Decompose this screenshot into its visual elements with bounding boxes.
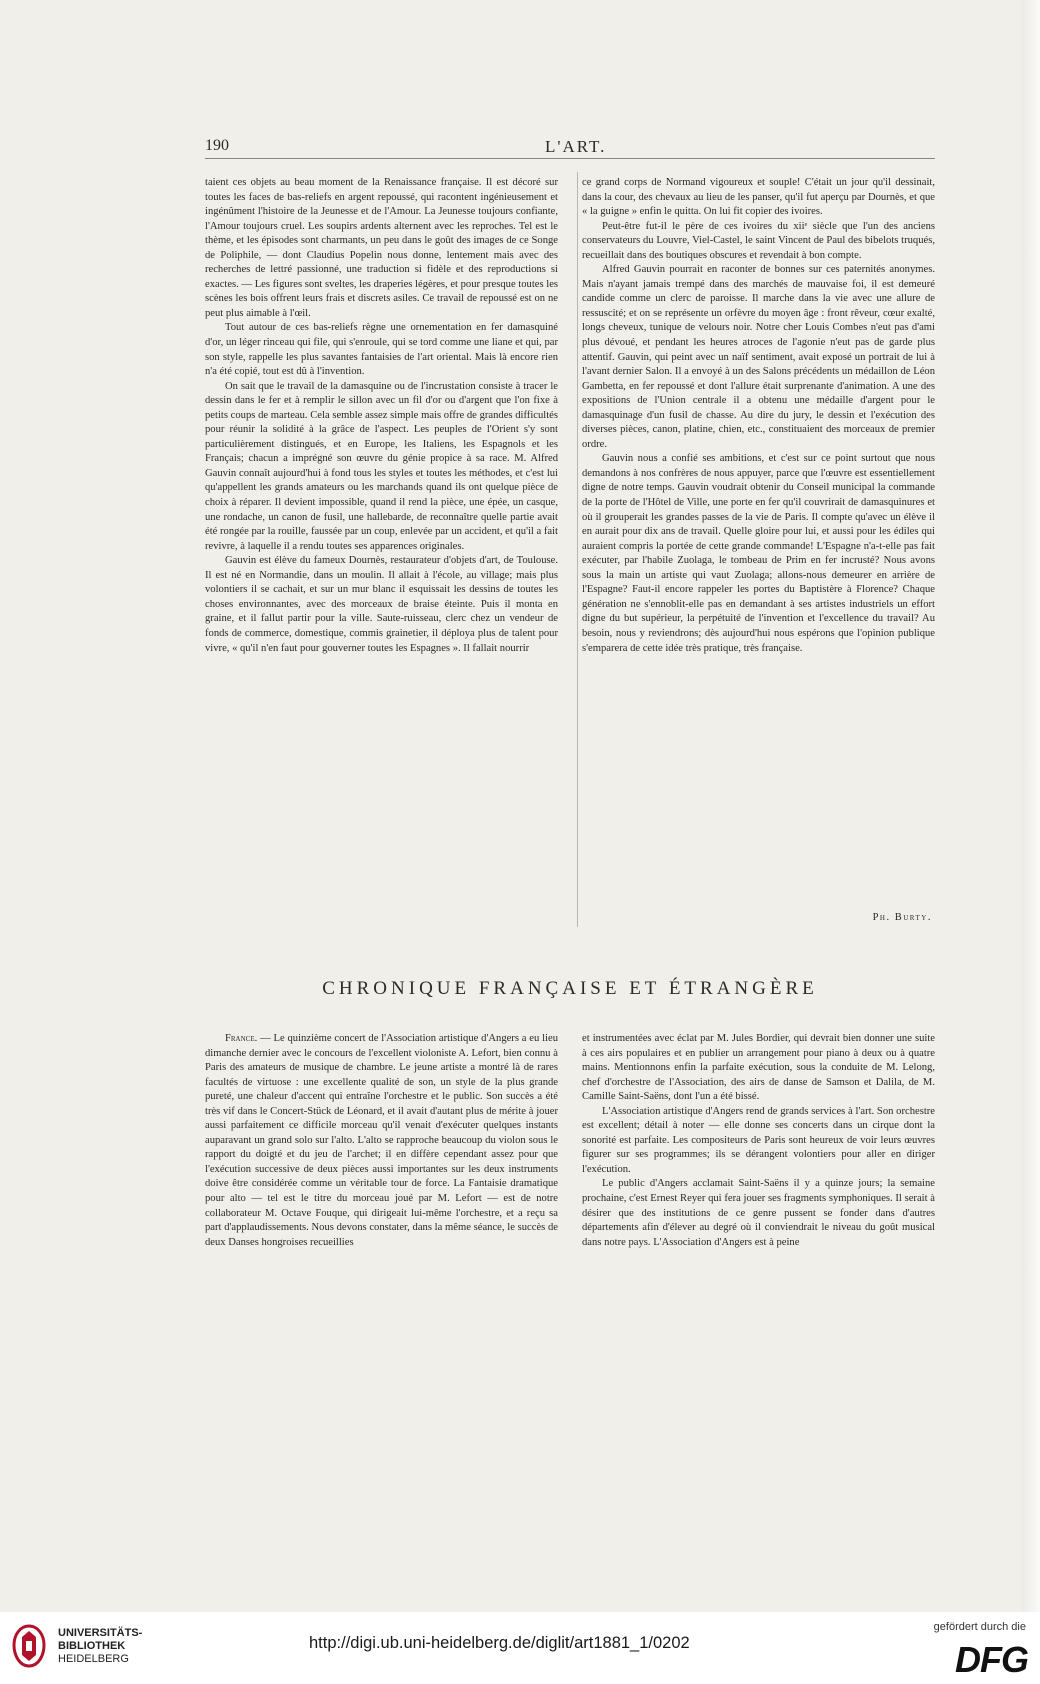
header-rule	[205, 158, 935, 159]
article-paragraph: Gauvin nous a confié ses ambitions, et c'est sur ce point surtout que nous demandons à nos confrères de nous appuyer, parce que l'œuvre est essentiellement digne de notre temps. Gauvin voudrait obtenir du Conseil municipal la commande de la porte de l'Hôtel de Ville, une porte en fer qu'il couvrirait de damasquinures et où il grouperait les grandes passes de la vie de Paris. Il compte qu'avec un élève il en aurait pour dix ans de travail. Quelle gloire pour lui, et aussi pour les édiles qui auraient compris la portée de cette grande commande! L'Espagne n'a-t-elle pas fait exécuter, par l'habile Zuolaga, le tombeau de Prim en fer incrusté? Nous avons sous la main un artiste qui vaut Zuolaga; allons-nous demeurer en arrière de l'Espagne? Faut-il encore rappeler les portes du Baptistère à Florence? Chaque génération ne s'ennoblit-elle pas en demandant à ses artistes industriels un effort digne du but supérieur, la perpétuité de l'invention et l'excellence du travail? Au besoin, nous y reviendrons; dès aujourd'hui nous espérons que l'opinion publique s'emparera de cette idée très pratique, très française.	[582, 453, 935, 654]
chronique-paragraph: et instrumentées avec éclat par M. Jules Bordier, qui devrait bien donner une suite à ces airs populaires et en publier un arrangement pour piano à deux ou à quatre mains. Mentionnons enfin la parfaite exécution, sous la conduite de M. Lelong, chef d'orchestre de l'Association, des airs de danse de Samson et Dalila, de M. Camille Saint-Saëns, dont l'un a été bissé.	[582, 1033, 935, 1103]
article-paragraph: Gauvin est élève du fameux Dournès, restaurateur d'objets d'art, de Toulouse. Il est né en Normandie, dans un moulin. Il allait à l'école, au village; mais plus volontiers il se cachait, et sur un mur blanc il esquissait les dessins de toutes les choses environnantes, avec des morceaux de braise éteinte. Puis il monta en graine, et il fallut partir pour la ville. Saute-ruisseau, clerc chez un vendeur de fonds de commerce, domestique, commis grainetier, il déploya plus de talent pour vivre, « qu'il n'en faut pour gouverner toutes les Espagnes ». Il fallait nourrir	[205, 555, 558, 654]
chronique-paragraph: Le public d'Angers acclamait Saint-Saëns il y a quinze jours; la semaine prochaine, c'est Ernest Reyer qui fera jouer ses fragments symphoniques. Il serait à désirer que des institutions de ce genre pussent se fonder dans d'autres départements afin d'élever au degré où il conviendrait le niveau du goût musical dans notre pays. L'Association d'Angers est à peine	[582, 1178, 935, 1248]
chronique-right-column	[582, 1032, 935, 1250]
library-name-line: BIBLIOTHEK	[58, 1640, 126, 1652]
chronique-paragraph	[205, 1032, 558, 1250]
library-name	[58, 1627, 142, 1666]
page-number: 190	[205, 137, 229, 154]
article-paragraph: On sait que le travail de la damasquine ou de l'incrustation consiste à tracer le dessin dans le fer et à remplir le sillon avec un fil d'or ou d'argent que l'on fixe à petits coups de marteau. Cela semble assez simple mais offre de grandes difficultés pour réunir la solidité à la grâce de l'aspect. Les peuples de l'Orient s'y sont particulièrement distingués, et en Europe, les Italiens, les Espagnols et les Français; chacun a imprégné son œuvre du génie propice à sa race. M. Alfred Gauvin connaît aujourd'hui à fond tous les styles et toutes les méthodes, et c'est lui qu'appellent les grands amateurs ou les marchands quand ils ont quelque pièce de choix à réparer. Il devient impossible, quand il rend la pièce, une épée, un casque, une rondache, un canon de fusil, une hallebarde, de reconnaître quelle partie avait été rongée par la rouille, faussée par un coup, enlevée par un accident, et qu'il a fait revivre, à laquelle il a rendu toutes ses apparences originales.	[205, 380, 558, 552]
country-lead: France.	[225, 1033, 258, 1044]
article-paragraph: Tout autour de ces bas-reliefs règne une ornementation en fer damasquiné d'or, un léger rinceau qui file, qui s'enroule, qui se tord comme une liane et qui, par son style, rappelle les plus savantes fantaisies de l'art oriental. Mais là encore rien n'a été copié, tout est dû à l'invention.	[205, 322, 558, 378]
author-signature: Ph. Burty.	[872, 912, 932, 923]
article-paragraph: Alfred Gauvin pourrait en raconter de bonnes sur ces paternités anonymes. Mais n'ayant jamais trempé dans des marchés de mauvaise foi, il est demeuré candide comme un clerc de paroisse. Il marche dans la vie avec une allure de ressuscité; et on se représente un orfèvre du moyen âge : front rêveur, cœur exalté, longs cheveux, tunique de velours noir. Notre cher Louis Combes n'eut pas d'ami plus dévoué, et pendant les heures atroces de l'agonie n'eut pas de garde plus attentif. Gauvin, qui peint avec un naïf sentiment, avait exposé un portrait de lui à l'avant dernier Salon. Il a envoyé à un des Salons précédents un médaillon de Léon Gambetta, en fer repoussé et dont l'allure était surprenante d'animation. A une des expositions de l'Union centrale il a obtenu une médaille d'argent pour le damasquinage d'un fusil de chasse. Au dire du jury, le dessin et l'exécution des diverses pièces, canon, platine, chien, etc., constituaient des morceaux de premier ordre.	[582, 264, 935, 450]
permalink-url[interactable]: http://digi.ub.uni-heidelberg.de/diglit/art1881_1/0202	[309, 1634, 690, 1652]
article-paragraph: Peut-être fut-il le père de ces ivoires du xiiᵉ siècle que l'un des anciens conservateurs du Louvre, Viel-Castel, le saint Vincent de Paul des bibelots truqués, recueillait dans des boutiques obscures et revendait à bon compte.	[582, 220, 935, 261]
chronique-text: — Le quinzième concert de l'Association artistique d'Angers a eu lieu dimanche dernier avec le concours de l'excellent violoniste A. Lefort, bien connu à Paris des amateurs de musique de chambre. Le jeune artiste a montré là de rares facultés de virtuose : une excellente qualité de son, un style de la plus grande pureté, une chaleur d'accent qui entraîne l'orchestre et le public. Son succès a été très vif dans le Concert-Stück de Léonard, et il avait d'autant plus de mérite à jouer aussi parfaitement ce difficile morceau qu'il venait d'exécuter quelques instants auparavant un grand solo sur l'alto. L'alto se rapproche beaucoup du violon sous le rapport du doigté et du jeu de l'archet; il en diffère cependant assez pour que l'exécution successive de deux pièces aussi importantes sur les deux instruments doive être considérée comme un véritable tour de force. La Fantaisie dramatique pour alto — tel est le titre du morceau joué par M. Lefort — est de notre collaborateur M. Octave Fouque, qui dirigeait lui-même l'orchestre, et a reçu sa part d'applaudissements. Nous devons constater, dans la même séance, le succès de deux Danses hongroises recueillies	[205, 1033, 558, 1248]
article-left-column	[205, 176, 558, 656]
chronique-left-column	[205, 1032, 558, 1250]
page-edge	[1022, 0, 1040, 1612]
chronique-paragraph: L'Association artistique d'Angers rend de grands services à l'art. Son orchestre est excellent; détail à noter — elle donne ses concerts dans un cirque dont la sonorité est parfaite. Les compositeurs de Paris sont heureux de voir leurs œuvres figurer sur ses programmes; ils se dérangent volontiers pour aller en diriger l'exécution.	[582, 1105, 935, 1175]
sponsor-caption: gefördert durch die	[933, 1621, 1026, 1633]
university-library-logo-icon	[10, 1623, 48, 1669]
library-name-line: UNIVERSITÄTS-	[58, 1627, 143, 1639]
section-heading: CHRONIQUE FRANÇAISE ET ÉTRANGÈRE	[322, 978, 818, 999]
library-name-line: HEIDELBERG	[58, 1653, 129, 1665]
article-paragraph: ce grand corps de Normand vigoureux et souple! C'était un jour qu'il dessinait, dans la cour, des chevaux au lieu de les panser, qu'il fut aperçu par Dournès, et que « la guigne » enfin le quitta. On lui fit copier des ivoires.	[582, 177, 935, 218]
article-paragraph: taient ces objets au beau moment de la Renaissance française. Il est décoré sur toutes les faces de bas-reliefs en argent repoussé, qui racontent ingénieusement et ingénûment l'histoire de la Jeunesse et de l'Amour. La Jeunesse toujours confiante, l'Amour toujours cruel. Les soupirs ardents alternent avec les reproches. Tel est le thème, et les épisodes sont charmants, un peu dans le goût des images de ce Songe de Poliphile, — dont Claudius Popelin nous donne, lentement mais avec des recherches de lettré passionné, une traduction si fidèle et des reproductions si exactes. — Les figures sont sveltes, les draperies légères, et pour presque toutes les scènes les bois offrent leurs frais et discrets asiles. Ce travail de repoussé est on ne peut plus aimable à l'œil.	[205, 177, 559, 319]
article-right-column	[582, 176, 935, 656]
dfg-logo: DFG	[955, 1639, 1028, 1680]
journal-title: L'ART.	[545, 137, 607, 156]
column-divider	[577, 172, 578, 927]
